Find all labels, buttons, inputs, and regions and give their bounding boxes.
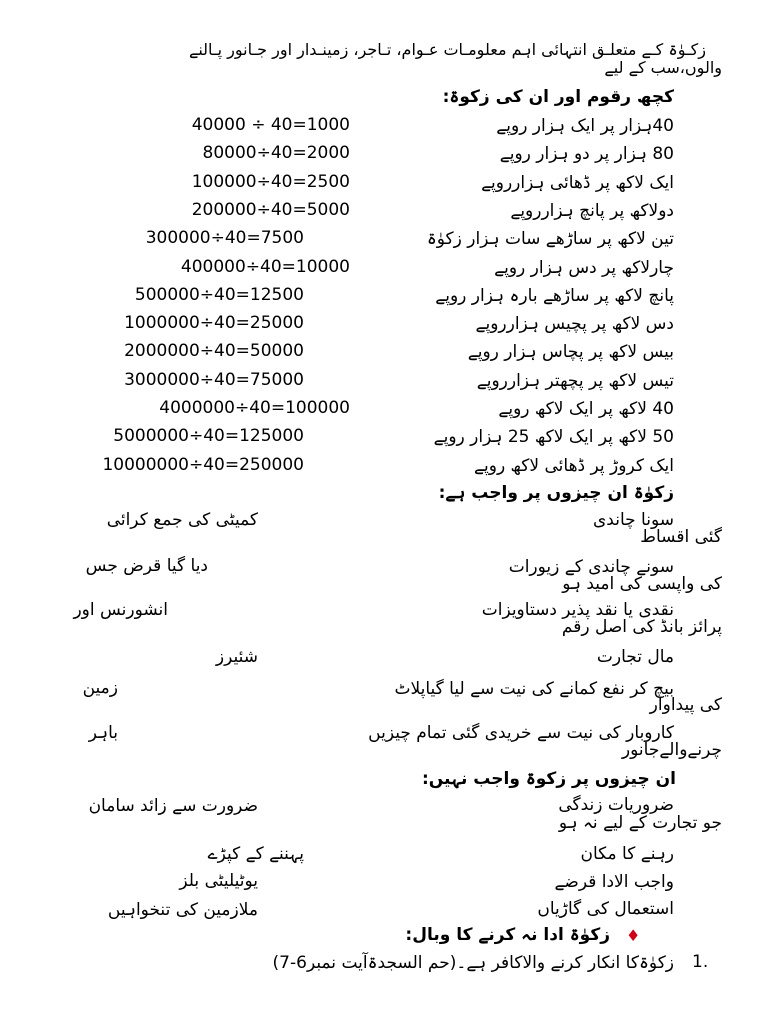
- bullet-icon: [708, 724, 722, 740]
- bullet-icon: [708, 259, 722, 275]
- item-right: مال تجارت: [596, 647, 674, 667]
- item-right: کاروبار کی نیت سے خریدی گئی تمام چیزیں: [368, 723, 674, 743]
- bullet-icon: [337, 845, 351, 861]
- item-left: ملازمین کی تنخواہیں: [107, 900, 258, 920]
- amount-label: پانچ لاکھ پر ساڑھے بارہ ہزار روپے: [435, 286, 674, 306]
- item-right: بیچ کر نفع کمانے کی نیت سے لیا گیاپلاٹ: [394, 679, 674, 699]
- amount-calculation: 400000÷40=10000: [180, 257, 350, 277]
- bullet-icon: [152, 680, 166, 696]
- bullet-icon: [708, 202, 722, 218]
- item-right: ضروریات زندگی: [558, 795, 674, 815]
- item-left: کمیٹی کی جمع کرائی: [106, 510, 258, 530]
- bullet-icon: [291, 512, 305, 528]
- item-right: نقدی یا نقد پذیر دستاویزات: [481, 600, 674, 620]
- bullet-icon: [708, 343, 722, 359]
- bullet-icon: [198, 602, 212, 618]
- amount-label: دولاکھ پر پانچ ہزارروپے: [510, 201, 674, 221]
- bullet-icon: [708, 901, 722, 917]
- amount-label: 40 لاکھ پر ایک لاکھ روپے: [498, 399, 674, 419]
- bullet-icon: [708, 558, 722, 574]
- item-left: زمین: [82, 678, 118, 698]
- amount-label: تین لاکھ پر ساڑھے سات ہزار زکوٰۃ: [426, 229, 674, 249]
- bullet-icon: [708, 512, 722, 528]
- amount-label: 50 لاکھ پر ایک لاکھ 25 ہزار روپے: [433, 427, 674, 447]
- item-left: شئیرز: [215, 647, 258, 667]
- bullet-icon: [708, 42, 722, 58]
- amount-calculation: 4000000÷40=100000: [159, 398, 350, 418]
- bullet-icon: [708, 680, 722, 696]
- amount-label: چارلاکھ پر دس ہزار روپے: [494, 258, 674, 278]
- penalty-text: زکوٰۃکا انکار کرنے والاکافر ہے۔(حم السجدۃآیت نمبر6-7): [272, 953, 674, 973]
- amount-calculation: 40000 ÷ 40=1000: [191, 115, 350, 135]
- bullet-icon: [291, 873, 305, 889]
- amount-calculation: 5000000÷40=125000: [113, 426, 304, 446]
- bullet-icon: [708, 315, 722, 331]
- penalty-number: 1.: [692, 952, 709, 972]
- item-right: رہنے کا مکان: [580, 844, 674, 864]
- item-right: سونے چاندی کے زیورات: [508, 557, 674, 577]
- bullet-icon: [245, 558, 259, 574]
- item-left: ضرورت سے زائد سامان: [88, 796, 258, 816]
- item-left: یوٹیلیٹی بلز: [179, 871, 258, 891]
- amount-calculation: 3000000÷40=75000: [124, 370, 304, 390]
- bullet-icon: [291, 649, 305, 665]
- bullet-icon: [708, 602, 722, 618]
- item-left: باہر: [88, 723, 118, 743]
- bullet-icon: [708, 845, 722, 861]
- item-right: استعمال کی گاڑیاں: [537, 899, 674, 919]
- amount-label: دس لاکھ پر پچیس ہزارروپے: [475, 314, 674, 334]
- bullet-icon: [708, 372, 722, 388]
- amount-calculation: 1000000÷40=25000: [124, 313, 304, 333]
- diamond-bullet-icon: ♦: [626, 926, 641, 945]
- bullet-icon: [708, 954, 722, 970]
- penalty-heading: زکوٰۃ ادا نہ کرنے کا وبال:: [405, 925, 610, 945]
- amount-label: بیس لاکھ پر پچاس ہزار روپے: [467, 342, 674, 362]
- amount-calculation: 80000÷40=2000: [202, 143, 350, 163]
- item-continuation: گئی اقساط: [640, 527, 722, 547]
- item-continuation: کی پیداوار: [649, 695, 722, 715]
- amount-label: تیس لاکھ پر پچھتر ہزارروپے: [476, 371, 674, 391]
- amount-calculation: 200000÷40=5000: [191, 200, 350, 220]
- amount-calculation: 300000÷40=7500: [145, 228, 304, 248]
- item-continuation: کی واپسی کی امید ہو: [562, 574, 722, 594]
- item-right: سونا چاندی: [593, 510, 674, 530]
- bullet-icon: [708, 287, 722, 303]
- obligatory-heading: زکوٰۃ ان چیزوں پر واجب ہے:: [438, 483, 674, 503]
- bullet-icon: [291, 797, 305, 813]
- bullet-icon: [708, 117, 722, 133]
- amount-calculation: 100000÷40=2500: [191, 172, 350, 192]
- amount-label: ایک کروڑ پر ڈھائی لاکھ روپے: [474, 456, 674, 476]
- bullet-icon: [152, 724, 166, 740]
- bullet-icon: [708, 400, 722, 416]
- intro-line-1: زکـوٰۃ کـے متعلـق انتہائی اہم معلومـات عـوام، تـاجر، زمینـدار اور جـانور پـالنے: [188, 40, 706, 59]
- bullet-icon: [291, 901, 305, 917]
- bullet-icon: [708, 174, 722, 190]
- amounts-heading: کچھ رقوم اور ان کی زکوۃ:: [442, 87, 674, 107]
- item-left: انشورنس اور: [73, 600, 168, 620]
- bullet-icon: [708, 145, 722, 161]
- amount-label: 80 ہزار پر دو ہزار روپے: [499, 144, 674, 164]
- item-continuation: جو تجارت کے لیے نہ ہو: [558, 813, 722, 833]
- item-left: دیا گیا قرض جس: [85, 556, 208, 576]
- bullet-icon: [708, 873, 722, 889]
- bullet-icon: [708, 230, 722, 246]
- item-continuation: پرائز بانڈ کی اصل رقم: [561, 617, 722, 637]
- amount-label: 40ہزار پر ایک ہزار روپے: [496, 116, 674, 136]
- item-right: واجب الادا قرضے: [554, 872, 674, 892]
- item-left: پہننے کے کپڑے: [207, 844, 304, 864]
- amount-label: ایک لاکھ پر ڈھائی ہزارروپے: [481, 173, 674, 193]
- bullet-icon: [708, 428, 722, 444]
- bullet-icon: [708, 797, 722, 813]
- exempt-heading: ان چیزوں پر زکوۃ واجب نہیں:: [421, 769, 676, 789]
- bullet-icon: [708, 457, 722, 473]
- amount-calculation: 500000÷40=12500: [134, 285, 304, 305]
- amount-calculation: 10000000÷40=250000: [102, 455, 304, 475]
- intro-line-2: والوں،سب کے لیے: [604, 58, 722, 77]
- item-continuation: چرنےوالےجانور: [621, 740, 722, 760]
- amount-calculation: 2000000÷40=50000: [124, 341, 304, 361]
- bullet-icon: [708, 649, 722, 665]
